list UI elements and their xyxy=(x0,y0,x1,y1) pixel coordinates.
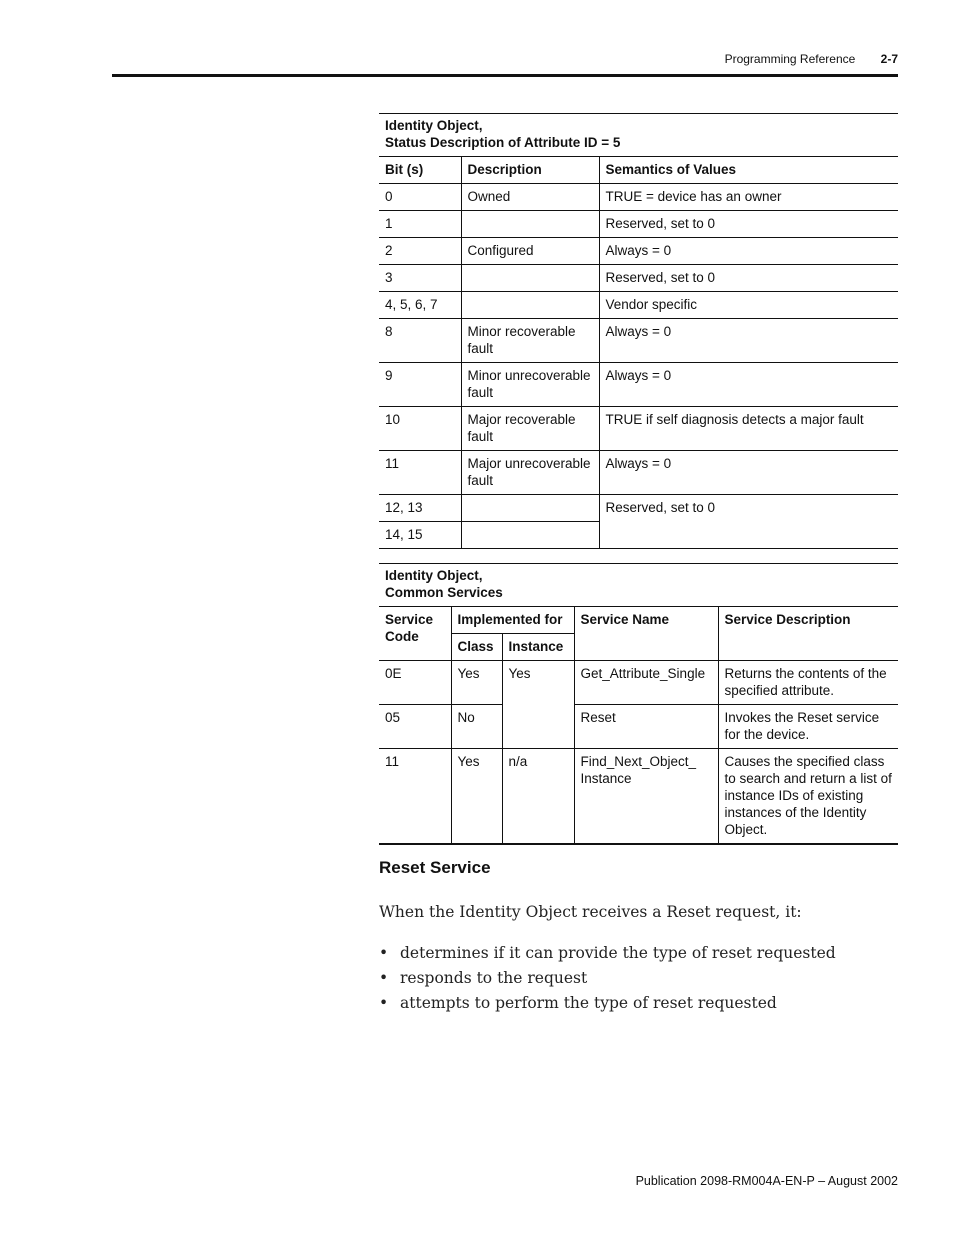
table-row xyxy=(379,363,898,407)
status-description-table xyxy=(379,113,898,549)
cell-description: Minor unrecoverable fault xyxy=(461,363,599,407)
cell-service-code: 0E xyxy=(379,661,451,705)
cell-description xyxy=(461,292,599,319)
table-row xyxy=(379,661,898,705)
cell-bits: 0 xyxy=(385,189,393,204)
bullet-icon: • xyxy=(379,969,389,987)
cell-semantics: Vendor specific xyxy=(599,292,898,319)
cell-class: Yes xyxy=(451,749,502,845)
cell-class: Yes xyxy=(451,661,502,705)
cell-bits: 2 xyxy=(385,243,393,258)
cell-instance: n/a xyxy=(502,749,574,845)
bullet-icon: • xyxy=(379,994,389,1012)
cell-semantics: TRUE if self diagnosis detects a major fault xyxy=(599,407,898,451)
list-item: • responds to the request xyxy=(379,969,588,987)
table-row xyxy=(379,319,898,363)
body-paragraph: When the Identity Object receives a Reset request, it: xyxy=(379,903,802,921)
table-header-row xyxy=(379,607,898,634)
cell-description: Major unrecoverable fault xyxy=(461,451,599,495)
col-header-service-description: Service Description xyxy=(718,607,898,661)
col-header-implemented-for: Implemented for xyxy=(451,607,574,634)
cell-description: Owned xyxy=(461,184,599,211)
cell-description: Configured xyxy=(461,238,599,265)
col-header-instance: Instance xyxy=(502,634,574,661)
col-header-semantics: Semantics of Values xyxy=(599,157,898,184)
page-footer: Publication 2098-RM004A-EN-P – August 2002 xyxy=(635,1174,898,1188)
list-item: • attempts to perform the type of reset requested xyxy=(379,994,777,1012)
cell-semantics: Reserved, set to 0 xyxy=(599,265,898,292)
cell-service-name: Reset xyxy=(574,705,718,749)
table-caption: Identity Object, Status Description of Attribute ID = 5 xyxy=(379,114,898,157)
cell-bits: 12, 13 xyxy=(385,500,423,515)
cell-description xyxy=(461,265,599,292)
cell-bits: 1 xyxy=(385,216,393,231)
table-row xyxy=(379,451,898,495)
cell-bits: 3 xyxy=(385,270,393,285)
table-row xyxy=(379,749,898,845)
table-caption-row xyxy=(379,564,898,607)
cell-description xyxy=(461,522,599,549)
cell-bits: 11 xyxy=(385,456,400,471)
table-header-row xyxy=(379,157,898,184)
cell-bits: 14, 15 xyxy=(385,527,423,542)
cell-service-description: Causes the specified class to search and return a list of instance IDs of existing instances of the Identity Object. xyxy=(718,749,898,845)
table-row xyxy=(379,495,898,522)
common-services-table xyxy=(379,563,898,845)
table-caption: Identity Object, Common Services xyxy=(379,564,898,607)
page-number: 2-7 xyxy=(880,52,898,66)
cell-description xyxy=(461,211,599,238)
cell-instance: Yes xyxy=(502,661,574,749)
cell-bits: 9 xyxy=(385,368,393,383)
bullet-list xyxy=(379,944,836,1019)
col-header-bits: Bit (s) xyxy=(385,162,424,177)
header-rule xyxy=(112,74,898,77)
col-header-description: Description xyxy=(461,157,599,184)
cell-service-description: Returns the contents of the specified attribute. xyxy=(718,661,898,705)
col-header-service-code: Service Code xyxy=(379,607,451,661)
cell-bits: 10 xyxy=(385,412,401,427)
cell-semantics: Always = 0 xyxy=(599,451,898,495)
table-caption-row xyxy=(379,114,898,157)
table-row xyxy=(379,184,898,211)
cell-semantics: Always = 0 xyxy=(599,319,898,363)
cell-service-description: Invokes the Reset service for the device. xyxy=(718,705,898,749)
section-title: Reset Service xyxy=(379,858,491,877)
col-header-service-name: Service Name xyxy=(574,607,718,661)
list-item: • determines if it can provide the type of reset requested xyxy=(379,944,836,962)
cell-description: Minor recoverable fault xyxy=(461,319,599,363)
table-row xyxy=(379,705,898,749)
header-section-title: Programming Reference xyxy=(724,52,856,66)
cell-bits: 8 xyxy=(385,324,393,339)
table-row xyxy=(379,211,898,238)
cell-description: Major recoverable fault xyxy=(461,407,599,451)
table-row xyxy=(379,265,898,292)
col-header-class: Class xyxy=(451,634,502,661)
cell-service-code: 05 xyxy=(379,705,451,749)
cell-semantics: Always = 0 xyxy=(599,363,898,407)
cell-semantics: Always = 0 xyxy=(599,238,898,265)
cell-semantics: Reserved, set to 0 xyxy=(599,211,898,238)
cell-class: No xyxy=(451,705,502,749)
table-row xyxy=(379,238,898,265)
cell-bits: 4, 5, 6, 7 xyxy=(385,297,438,312)
cell-service-code: 11 xyxy=(379,749,451,845)
cell-semantics: Reserved, set to 0 xyxy=(599,495,898,549)
cell-semantics: TRUE = device has an owner xyxy=(599,184,898,211)
table-row xyxy=(379,292,898,319)
bullet-icon: • xyxy=(379,944,389,962)
running-header xyxy=(725,52,898,66)
table-row xyxy=(379,407,898,451)
cell-service-name: Find_Next_Object_ Instance xyxy=(574,749,718,845)
cell-service-name: Get_Attribute_Single xyxy=(574,661,718,705)
cell-description xyxy=(461,495,599,522)
